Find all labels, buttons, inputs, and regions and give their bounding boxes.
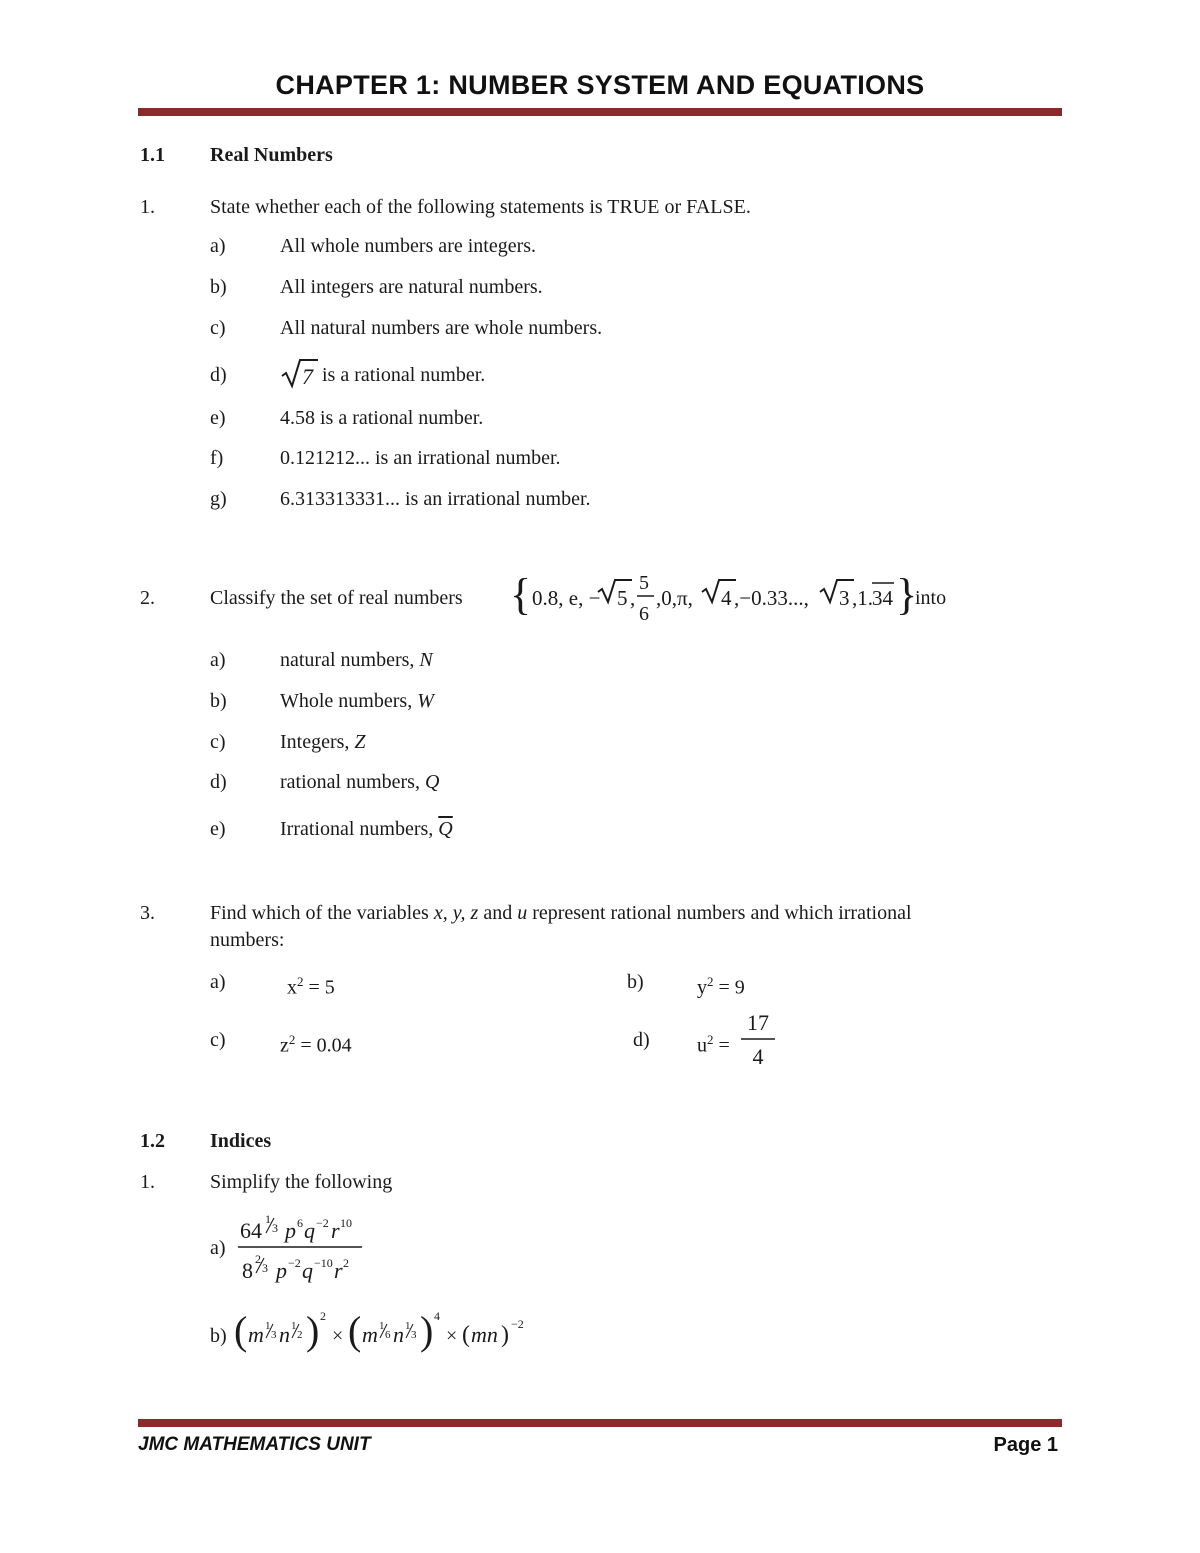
exp-part: 6 xyxy=(385,1329,391,1341)
exponent: −2 xyxy=(316,1216,329,1230)
item-label: c) xyxy=(210,731,226,753)
item-text: Integers, Z xyxy=(280,731,366,753)
item-label: c) xyxy=(210,1029,226,1051)
equation: $x^2 = 5$ xyxy=(287,974,335,999)
item-text: 4.58 is a rational number. xyxy=(280,407,484,429)
footer-unit: JMC MATHEMATICS UNIT xyxy=(138,1434,371,1455)
paren: ( xyxy=(234,1308,248,1353)
page-title: CHAPTER 1: NUMBER SYSTEM AND EQUATIONS xyxy=(275,70,925,100)
item-text: Irrational numbers, $\overline{Q}$ xyxy=(280,818,453,840)
paren: ( xyxy=(462,1322,470,1348)
question-number: 2. xyxy=(140,587,155,609)
exponent: 4 xyxy=(434,1309,440,1323)
item-label: d) xyxy=(210,771,227,793)
exp-part: 3 xyxy=(411,1329,417,1341)
item-label: e) xyxy=(210,818,226,840)
variable: p xyxy=(285,1218,296,1243)
footer-rule xyxy=(138,1419,1062,1427)
set-part: 5 xyxy=(617,586,628,610)
question-number: 3. xyxy=(140,902,155,924)
equation-lhs: $u^2$ = xyxy=(697,1032,730,1057)
exp-part: 3 xyxy=(272,1221,278,1235)
exponent: −2 xyxy=(288,1256,301,1270)
variable: n xyxy=(393,1322,404,1347)
item-text: All natural numbers are whole numbers. xyxy=(280,317,603,339)
exponent: 10 xyxy=(340,1216,352,1230)
equation: $z^2 = 0.04$ xyxy=(280,1032,352,1057)
item-label: a) xyxy=(210,235,226,257)
item-text: All integers are natural numbers. xyxy=(280,276,543,298)
set-part: 0.8, e, − xyxy=(532,586,601,610)
exponent: −10 xyxy=(314,1256,333,1270)
exp-part: 1 xyxy=(265,1320,271,1332)
item-text: natural numbers, N xyxy=(280,649,433,671)
variable: r xyxy=(334,1258,343,1283)
question-text: Classify the set of real numbers xyxy=(210,587,463,609)
item-label: b) xyxy=(210,1325,227,1347)
item-text: rational numbers, Q xyxy=(280,771,440,793)
question-tail: into xyxy=(915,587,947,609)
variable: r xyxy=(331,1218,340,1243)
question-number: 1. xyxy=(140,196,155,218)
set-part: ,0,π, xyxy=(656,586,693,610)
question-text-cont: numbers: xyxy=(210,929,285,951)
variable: mn xyxy=(471,1322,498,1347)
exp-part: 1 xyxy=(265,1212,271,1226)
item-label: f) xyxy=(210,447,224,469)
indices-fraction-a xyxy=(236,1206,376,1286)
exp-part: 1 xyxy=(405,1320,411,1332)
indices-expression-b xyxy=(234,1298,544,1362)
item-label: b) xyxy=(210,276,227,298)
set-part: 34 xyxy=(872,586,893,610)
sqrt-radicand: 7 xyxy=(302,364,313,389)
page-number: Page 1 xyxy=(993,1434,1058,1456)
set-part: ,1. xyxy=(852,586,873,610)
question-text: Simplify the following xyxy=(210,1171,393,1193)
item-label: g) xyxy=(210,488,227,510)
variable: p xyxy=(276,1258,287,1283)
item-label: d) xyxy=(633,1029,650,1051)
section-title: Real Numbers xyxy=(210,144,333,166)
item-text: is a rational number. xyxy=(322,364,486,386)
exp-part: 3 xyxy=(262,1261,268,1275)
set-part: 3 xyxy=(839,586,850,610)
exponent: 2 xyxy=(343,1256,349,1270)
section-number: 1.1 xyxy=(140,144,165,166)
question-text: State whether each of the following statements is TRUE or FALSE. xyxy=(210,196,751,218)
exponent: 6 xyxy=(297,1216,303,1230)
item-text: 0.121212... is an irrational number. xyxy=(280,447,561,469)
section-number: 1.2 xyxy=(140,1130,165,1152)
variable: n xyxy=(279,1322,290,1347)
item-label: c) xyxy=(210,317,226,339)
variable: m xyxy=(362,1322,378,1347)
question-number: 1. xyxy=(140,1171,155,1193)
item-text: 6.313313331... is an irrational number. xyxy=(280,488,591,510)
fraction-numerator: 17 xyxy=(747,1010,769,1035)
left-brace: { xyxy=(510,570,532,619)
fraction-denominator: 4 xyxy=(752,1044,764,1069)
times: × xyxy=(446,1325,458,1347)
item-label: a) xyxy=(210,1237,226,1259)
section-title: Indices xyxy=(210,1130,272,1152)
fraction-17-4 xyxy=(738,1008,778,1070)
exponent: 2 xyxy=(320,1309,326,1323)
exp-part: 2 xyxy=(255,1252,261,1266)
paren: ) xyxy=(501,1322,509,1348)
item-label: e) xyxy=(210,407,226,429)
paren: ( xyxy=(348,1308,362,1353)
equation: $y^2 = 9$ xyxy=(697,974,745,999)
exp-part: 2 xyxy=(297,1329,303,1341)
item-text: Whole numbers, W xyxy=(280,690,434,712)
exponent: −2 xyxy=(511,1317,524,1331)
header-rule xyxy=(138,108,1062,116)
base: 64 xyxy=(240,1218,262,1243)
sqrt-seven xyxy=(280,354,320,390)
fraction-numerator: 5 xyxy=(639,572,649,594)
item-label: a) xyxy=(210,649,226,671)
item-label: b) xyxy=(210,690,227,712)
paren: ) xyxy=(306,1308,320,1353)
real-number-set xyxy=(510,562,918,632)
item-label: d) xyxy=(210,364,227,386)
base: 8 xyxy=(242,1258,253,1283)
question-text: Find which of the variables x, y, z and u represent rational numbers and which irrational xyxy=(210,902,912,924)
set-part: ,−0.33..., xyxy=(734,586,809,610)
variable: q xyxy=(302,1258,313,1283)
set-part: 4 xyxy=(721,586,732,610)
variable: m xyxy=(248,1322,264,1347)
right-brace: } xyxy=(896,570,918,619)
exp-part: 3 xyxy=(271,1329,277,1341)
item-label: b) xyxy=(627,971,644,993)
set-part: , xyxy=(630,586,636,610)
exp-part: 1 xyxy=(291,1320,297,1332)
item-text: All whole numbers are integers. xyxy=(280,235,537,257)
paren: ) xyxy=(420,1308,434,1353)
variable: q xyxy=(304,1218,315,1243)
exp-part: 1 xyxy=(379,1320,385,1332)
times: × xyxy=(332,1325,344,1347)
fraction-denominator: 6 xyxy=(639,603,649,625)
item-label: a) xyxy=(210,971,226,993)
